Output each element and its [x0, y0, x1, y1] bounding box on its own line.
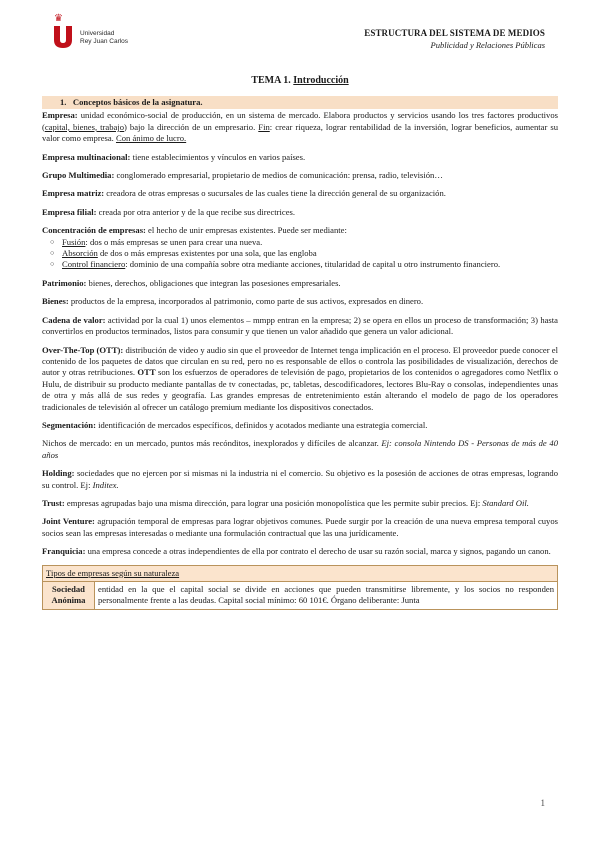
term: Empresa matriz: — [42, 188, 105, 199]
term: Trust: — [42, 497, 65, 508]
text: Nichos de mercado: en un mercado, puntos más recónditos, inexplorados y difíciles de alcanzar. — [42, 438, 382, 449]
text: : dominio de una compañía sobre otra mediante acciones, titularidad de capital u otro instrumento financiero. — [125, 259, 501, 270]
text-underlined: Control financiero — [62, 259, 126, 270]
text: creadora de otras empresas o sucursales de las cuales tiene la dirección general de su organización. — [104, 188, 446, 199]
text: una empresa concede a otras independientes de ella por contrato el derecho de usar su razón social, marca y signos, pagando un canon. — [85, 546, 551, 557]
tema-title: Introducción — [293, 75, 349, 86]
definition-multinacional — [42, 152, 558, 163]
definition-patrimonio — [42, 278, 558, 289]
table-row — [43, 582, 558, 610]
list-item — [50, 248, 558, 259]
text: conglomerado empresarial, propietario de medios de comunicación: prensa, radio, televisión… — [114, 170, 443, 181]
text: agrupación temporal de empresas para lograr objetivos comunes. Puede surgir por la creación de una nueva empresa temporal cuyos socios sean las empresas interesadas o mediante una formulación contractual que las una jurídicamente. — [42, 516, 558, 538]
list-item — [50, 259, 558, 270]
text-underlined: Fin — [258, 121, 270, 132]
course-subtitle: Publicidad y Relaciones Públicas — [430, 40, 545, 50]
table-cell-key: Sociedad Anónima — [43, 582, 95, 610]
section-title: Conceptos básicos de la asignatura. — [72, 97, 203, 107]
university-name — [80, 30, 128, 46]
definition-holding — [42, 468, 558, 491]
definition-ott — [42, 345, 558, 413]
definition-joint-venture — [42, 516, 558, 539]
term: Concentración de empresas: — [42, 225, 146, 236]
text: : dos o más empresas se unen para crear una nueva. — [85, 236, 263, 247]
definition-concentracion — [42, 225, 558, 236]
term: Franquicia: — [42, 546, 86, 557]
university-logo — [50, 14, 160, 54]
text: actividad por la cual 1) unos elementos – mmpp entran en la empresa; 2) se opera en ellos un proceso de transformación; 3) hasta convertirlos en productos terminados, listos para consumir y que tienen un valor añadido que genera un valor adicional. — [42, 314, 558, 337]
text: creada por otra anterior y de la que recibe sus directrices. — [96, 206, 296, 217]
definition-cadena-de-valor — [42, 315, 558, 338]
term: Joint Venture: — [42, 516, 95, 527]
definition-empresa-filial — [42, 207, 558, 218]
term: Cadena de valor: — [42, 314, 106, 325]
text: bienes, derechos, obligaciones que integran las posesiones empresariales. — [86, 277, 341, 288]
section-number: 1. — [60, 97, 67, 107]
example-italic: Inditex. — [92, 479, 119, 490]
term: Holding: — [42, 468, 75, 479]
text: sociedades que no ejercen por si mismas ni la industria ni el comercio. Su objetivo es la posesión de acciones de otras empresas, logrando su control. Ej: — [42, 468, 558, 490]
text-underlined: Fusión — [62, 236, 86, 247]
text-underlined: capital, bienes, trabajo — [44, 121, 125, 132]
table-cell-value: entidad en la que el capital social se divide en acciones que pueden transmitirse libremente, y los socios no responden personalmente frente a las deudas. Capital social mínimo: 60 101€. Órgano deliberante: Junta — [95, 582, 558, 610]
definition-segmentacion — [42, 420, 558, 431]
term: Empresa filial: — [42, 206, 97, 217]
text: son los esfuerzos de operadores de televisión de pago, propietarios de los contenidos o agregadores como Netflix o Hulu, de distribuir su producto mediante pantallas de tv conectadas, pc, tabletas, descodificadores, lectores Blu-Ray o consolas, independientes unas de otra y más allá de sus redes y geografía. Las grandes empresas de entretenimiento están alterando el modelo de pago de los operadores tradicionales de televisión al ofrecer un catálogo premium mediante los dispositivos conectados. — [42, 367, 558, 412]
university-u-logo-icon — [52, 24, 74, 50]
text: tiene establecimientos y vínculos en varios países. — [130, 151, 306, 162]
text-underlined: Con ánimo de lucro. — [115, 133, 187, 144]
page-number: 1 — [540, 798, 545, 808]
example-italic: Ej: consola Nintendo DS - Personas de más de 40 años — [42, 438, 558, 460]
crown-icon: ♛ — [54, 13, 62, 24]
term: Grupo Multimedia: — [42, 170, 115, 181]
text: unidad económico-social de producción, en un sistema de mercado. Elabora productos y servicios usando los tres factores productivos ( — [42, 110, 558, 132]
page-title — [0, 75, 600, 86]
section-heading — [42, 96, 558, 109]
term: Segmentación: — [42, 419, 96, 430]
text: identificación de mercados específicos, definidos y acotados mediante una estrategia comercial. — [95, 419, 428, 430]
term: Patrimonio: — [42, 277, 87, 288]
text: de dos o más empresas existentes por una sola, que las engloba — [97, 248, 317, 259]
example-italic: Standard Oil. — [482, 497, 529, 508]
list-item — [50, 237, 558, 248]
definition-trust — [42, 498, 558, 509]
definition-grupo-multimedia — [42, 170, 558, 181]
text: el hecho de unir empresas existentes. Puede ser mediante: — [145, 225, 347, 236]
text: productos de la empresa, incorporados al patrimonio, como parte de sus activos, expresados en dinero. — [68, 296, 424, 307]
definition-nichos — [42, 438, 558, 461]
definition-empresa — [42, 110, 558, 144]
university-line-2: Rey Juan Carlos — [80, 38, 129, 45]
term-inline: OTT — [137, 367, 156, 378]
text: : crear riqueza, lograr rentabilidad de la inversión, lograr beneficios, aumentar su valor como empresa. — [42, 121, 558, 144]
definition-empresa-matriz — [42, 188, 558, 199]
term: Over-The-Top (OTT): — [42, 344, 124, 355]
text: distribución de video y audio sin que el proveedor de Internet tenga implicación en el proceso. El proveedor puede conocer el contenido de los paquetes de datos que circulan en su red, pero no es responsable de ellos o controla las posibilidades de visualización, derechos de autor y otras retribuciones. — [42, 344, 558, 378]
definition-bienes — [42, 296, 558, 307]
course-title: ESTRUCTURA DEL SISTEMA DE MEDIOS — [364, 28, 545, 38]
tema-label: TEMA 1. — [251, 75, 291, 86]
text: empresas agrupadas bajo una misma dirección, para lograr una posición monopolística que les permite subir precios. Ej: — [64, 497, 483, 508]
term: Empresa: — [42, 110, 78, 121]
term: Bienes: — [42, 296, 69, 307]
term: Empresa multinacional: — [42, 151, 131, 162]
document-header — [364, 28, 545, 50]
text: ) bajo la dirección de un empresario. — [124, 121, 259, 132]
definition-franquicia — [42, 546, 558, 557]
concentracion-list — [50, 237, 558, 271]
company-types-table — [42, 565, 558, 610]
document-body — [42, 96, 558, 610]
table-header: Tipos de empresas según su naturaleza — [43, 565, 558, 581]
table-header-row — [43, 565, 558, 581]
text-underlined: Absorción — [62, 248, 98, 259]
university-line-1: Universidad — [80, 30, 115, 37]
